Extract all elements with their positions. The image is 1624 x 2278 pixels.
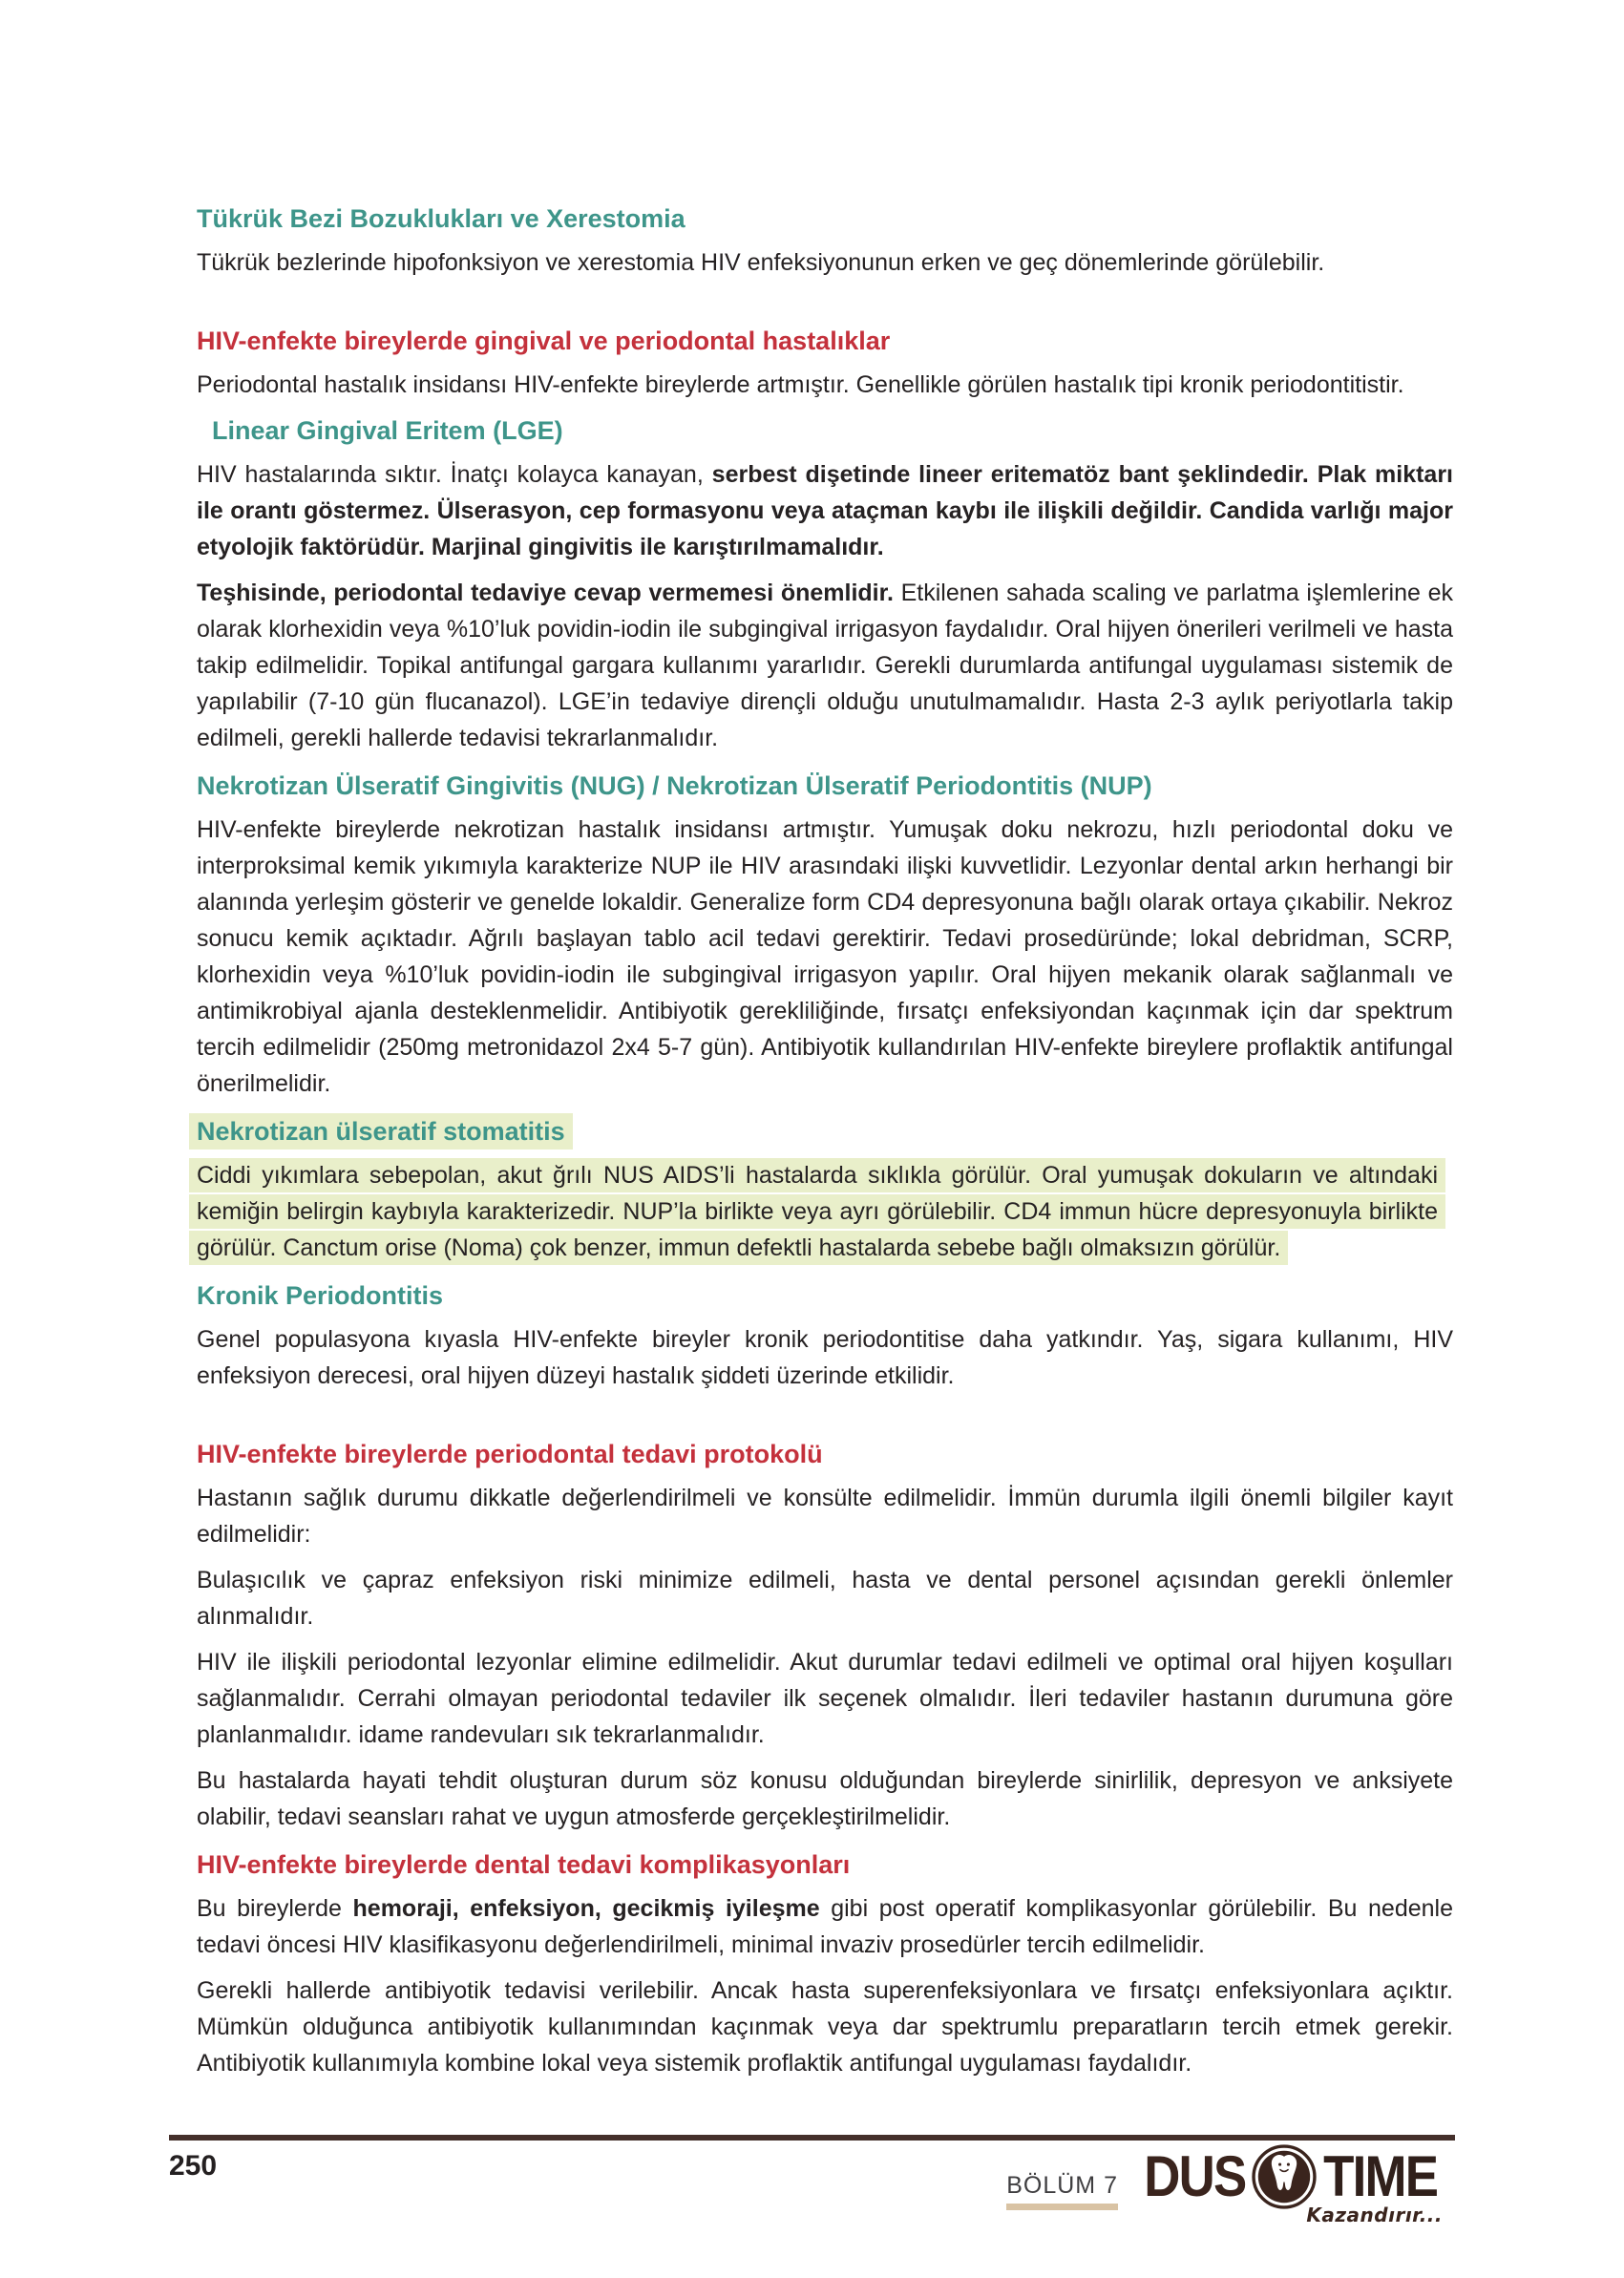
paragraph-nug-nup: HIV-enfekte bireylerde nekrotizan hastalık insidansı artmıştır. Yumuşak doku nekrozu, hızlı periodontal doku ve interproksimal kemik yıkımıyla karakterize NUP ile HIV arasındaki ilişki kuvvetlidir. Lezyonlar dental arkın herhangi bir alanında yerleşim gösterir ve genelde lokaldir. Generalize form CD4 depresyonuna bağlı olarak ortaya çıkabilir. Nekroz sonucu kemik açıktadır. Ağrılı başlayan tablo acil tedavi gerektirir. Tedavi prosedüründe; lokal debridman, SCRP, klorhexidin veya %10’luk povidin-iodin ile subgingival irrigasyon yapılır. Oral hijyen mekanik olarak sağlanmalı ve antimikrobiyal ajanla desteklenmelidir. Antibiyotik gerekliliğinde, fırsatçı enfeksiyondan kaçınmak için dar spektrum tercih edilmelidir (250mg metronidazol 2x4 5-7 gün). Antibiyotik kullandırılan HIV-enfekte bireylere proflaktik antifungal önerilmelidir. <box>197 816 1453 1097</box>
logo-text-time: TIME <box>1322 2144 1437 2208</box>
paragraph-protokol-1: Hastanın sağlık durumu dikkatle değerlendirilmeli ve konsülte edilmelidir. İmmün durumla ilgili önemli bilgiler kayıt edilmelidir: <box>197 1485 1453 1548</box>
paragraph-komplikasyon-1: Bu bireylerde hemoraji, enfeksiyon, gecikmiş iyileşme gibi post operatif komplikasyonlar görülebilir. Bu nedenle tedavi öncesi HIV klasifikasyonu değerlendirilmeli, minimal invaziv prosedürler tercih edilmelidir. <box>197 1895 1453 1958</box>
footer-right-block <box>1006 2144 1445 2225</box>
page-content <box>197 200 1453 2081</box>
paragraph-komplikasyon-2: Gerekli hallerde antibiyotik tedavisi verilebilir. Ancak hasta superenfeksiyonlara ve fırsatçı enfeksiyonlara açıktır. Mümkün olduğunca antibiyotik kullanımından kaçınmak veya dar spektrumlu preparatların tercih etmek gerekir. Antibiyotik kullanımıyla kombine lokal veya sistemik proflaktik antifungal uygulaması faydalıdır. <box>197 1977 1453 2077</box>
tooth-in-circle-icon <box>1252 2144 1317 2209</box>
dustime-logo <box>1137 2144 1445 2225</box>
subsection-heading-lge: Linear Gingival Eritem (LGE) <box>212 416 563 445</box>
section-heading-komplikasyonlar: HIV-enfekte bireylerde dental tedavi komplikasyonları <box>197 1850 851 1879</box>
subsection-heading-nug-nup: Nekrotizan Ülseratif Gingivitis (NUG) / Nekrotizan Ülseratif Periodontitis (NUP) <box>197 771 1152 800</box>
logo-tagline: Kazandırır... <box>1306 2204 1443 2226</box>
subsection-heading-kronik-periodontitis: Kronik Periodontitis <box>197 1281 444 1310</box>
highlighted-paragraph-text: Ciddi yıkımlara sebepolan, akut ğrılı NUS AIDS’li hastalarda sıklıkla görülür. Oral yumuşak dokuların ve altındaki kemiğin belirgin kaybıyla karakterizedir. NUP’la birlikte veya ayrı görülebilir. CD4 immun hücre depresyonuyla birlikte görülür. Canctum orise (Noma) çok benzer, immun defektli hastalarda sebebe bağlı olmaksızın görülür. <box>189 1158 1445 1265</box>
subsection-heading-nus <box>197 1113 1453 1150</box>
paragraph-lge-2: Teşhisinde, periodontal tedaviye cevap vermemesi önemlidir. Etkilenen sahada scaling ve parlatma işlemlerine ek olarak klorhexidin veya %10’luk povidin-iodin ile subgingival irrigasyon faydalıdır. Oral hijyen önerileri verilmeli ve hasta takip edilmelidir. Topikal antifungal gargara kullanımı yararlıdır. Gerekli durumlarda antifungal uygulaması sistemik de yapılabilir (7-10 gün flucanazol). LGE’in tedaviye dirençli olduğu unutulmamalıdır. Hasta 2-3 aylık periyotlarla takip edilmeli, gerekli hallerde tedavisi tekrarlanmalıdır. <box>197 580 1453 751</box>
section-heading-tukruk-bezi: Tükrük Bezi Bozuklukları ve Xerestomia <box>197 204 685 233</box>
paragraph-protokol-4: Bu hastalarda hayati tehdit oluşturan durum söz konusu olduğundan bireylerde sinirlilik, depresyon ve anksiyete olabilir, tedavi seansları rahat ve uygun atmosferde gerçekleştirilmelidir. <box>197 1767 1453 1830</box>
paragraph-tukruk-bezi: Tükrük bezlerinde hipofonksiyon ve xerestomia HIV enfeksiyonunun erken ve geç dönemlerinde görülebilir. <box>197 249 1325 276</box>
chapter-label-block <box>1006 2172 1118 2210</box>
footer-rule <box>169 2135 1455 2141</box>
paragraph-gingival-periodontal: Periodontal hastalık insidansı HIV-enfekte bireylerde artmıştır. Genellikle görülen hastalık tipi kronik periodontitistir. <box>197 371 1404 398</box>
paragraph-kronik-periodontitis: Genel populasyona kıyasla HIV-enfekte bireyler kronik periodontitise daha yatkındır. Yaş, sigara kullanımı, HIV enfeksiyon derecesi, oral hijyen düzeyi hastalık şiddeti üzerinde etkilidir. <box>197 1326 1453 1389</box>
chapter-underline-bar <box>1006 2204 1118 2210</box>
section-heading-gingival-periodontal: HIV-enfekte bireylerde gingival ve periodontal hastalıklar <box>197 327 891 355</box>
paragraph-protokol-2: Bulaşıcılık ve çapraz enfeksiyon riski minimize edilmeli, hasta ve dental personel açısından gerekli önlemler alınmalıdır. <box>197 1567 1453 1630</box>
paragraph-protokol-3: HIV ile ilişkili periodontal lezyonlar elimine edilmelidir. Akut durumlar tedavi edilmeli ve optimal oral hijyen koşulları sağlanmalıdır. Cerrahi olmayan periodontal tedaviler ilk seçenek olmalıdır. İleri tedaviler hastanın durumuna göre planlanmalıdır. idame randevuları sık tekrarlanmalıdır. <box>197 1649 1453 1748</box>
section-heading-tedavi-protokolu: HIV-enfekte bireylerde periodontal tedavi protokolü <box>197 1440 823 1468</box>
chapter-label: BÖLÜM 7 <box>1006 2172 1118 2199</box>
page-number: 250 <box>169 2150 218 2182</box>
paragraph-lge-1: HIV hastalarında sıktır. İnatçı kolayca kanayan, serbest dişetinde lineer eritematöz bant şeklindedir. Plak miktarı ile orantı göstermez. Ülserasyon, cep formasyonu veya ataçman kaybı ile ilişkili değildir. Candida varlığı major etyolojik faktörüdür. Marjinal gingivitis ile karıştırılmamalıdır. <box>197 461 1453 560</box>
highlighted-heading-text: Nekrotizan ülseratif stomatitis <box>189 1113 573 1150</box>
logo-text-dus: DUS <box>1144 2144 1246 2208</box>
paragraph-nus-highlighted <box>197 1157 1453 1266</box>
